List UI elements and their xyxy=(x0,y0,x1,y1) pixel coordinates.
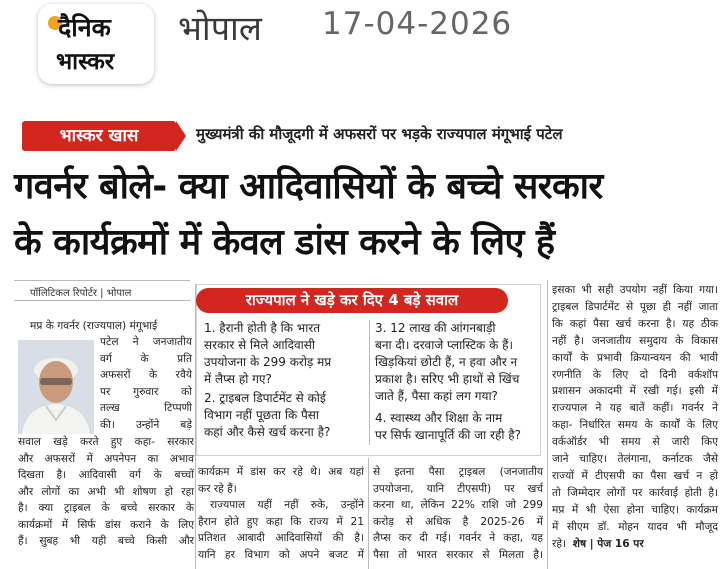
text-line: विभाग नहीं पूछता कि पैसा xyxy=(204,408,320,422)
question-4 xyxy=(375,410,541,444)
app-header xyxy=(0,0,724,100)
column-3-body xyxy=(373,464,543,563)
kicker-badge: भास्कर खास xyxy=(22,121,176,151)
question-1 xyxy=(204,320,366,388)
text-line: लैप्स कर दी गई। गवर्नर ने कहा, यह xyxy=(373,532,543,544)
text-line: रणनीति के लिए दो दिनी वर्कशॉप xyxy=(552,368,718,381)
column-1-wrap xyxy=(100,334,192,433)
text-line: वर्कऑर्डर भी समय से जारी किए xyxy=(552,436,718,449)
text-line: कर रहे हैं। xyxy=(198,482,237,495)
byline: पॉलिटिकल रिपोर्टर | भोपाल xyxy=(30,288,132,299)
text-line: कि कहां पैसा खर्च करना है। यह ठीक xyxy=(552,317,718,330)
dainik-bhaskar-logo[interactable] xyxy=(38,4,154,84)
text-line: सवाल खड़े करते हुए कहा- सरकार xyxy=(18,436,194,448)
questions-box-title: राज्यपाल ने खड़े कर दिए 4 बड़े सवाल xyxy=(196,288,508,313)
text-line: 1. हैरानी होती है कि भारत xyxy=(204,321,321,335)
byline-rule-bottom xyxy=(14,300,190,301)
text-line: दिखता है। आदिवासी वर्ग के बच्चों xyxy=(18,469,194,481)
text-line: हैं। सुबह भी यही बच्चे किसी और xyxy=(18,535,194,547)
text-line: ट्राइबल डिपार्टमेंट से पूछा ही नहीं जाता xyxy=(552,300,718,313)
text-line: पैसा तो भारत सरकार से मिलता है। xyxy=(373,548,543,561)
text-line: कार्यक्रमों में सिर्फ डांस कराने के लिए xyxy=(18,518,194,531)
text-line: अफसरों के रवैये xyxy=(100,369,192,381)
text-line: 4. स्वास्थ्य और शिक्षा के नाम xyxy=(375,411,503,425)
text-line: कहा- निर्धारित समय के कार्यों के लिए xyxy=(552,419,718,432)
question-3 xyxy=(375,320,541,405)
text-line: मप्र के गवर्नर (राज्यपाल) मंगूभाई xyxy=(30,320,158,332)
column-1-top xyxy=(30,318,194,335)
text-line: प्रकाश है। सरिए भी हाथों से खिंच xyxy=(375,372,520,386)
text-line: इसका भी सही उपयोग नहीं किया गया। xyxy=(552,284,718,296)
text-line: करोड़ से अधिक है 2025-26 में xyxy=(373,515,543,528)
text-line: तो जिम्मेदार लोगों पर कार्रवाई होती है। xyxy=(552,486,718,499)
text-line: खिड़कियां छोटी हैं, न हवा और न xyxy=(375,355,518,369)
text-line: कार्यक्रम में डांस कर रहे थे। अब यहां xyxy=(198,466,364,478)
column-divider xyxy=(547,280,548,569)
text-line: करना था, लेकिन 22% राशि जो 299 xyxy=(373,499,543,511)
text-line: राज्यपाल ने यह बातें कहीं। गवर्नर ने xyxy=(552,402,718,415)
text-line: में सीएम डॉ. मोहन यादव भी मौजूद xyxy=(552,520,718,533)
text-line: प्रतिशत आबादी आदिवासियों की है। xyxy=(198,532,364,544)
column-1-body xyxy=(18,434,194,550)
text-line: कार्यों के प्रभावी क्रियान्वयन की भावी xyxy=(552,351,718,364)
kicker-text: मुख्यमंत्री की मौजूदगी में अफसरों पर भड़के राज्यपाल मंगूभाई पटेल xyxy=(196,125,563,143)
text-line: तल्ख टिप्पणी xyxy=(100,402,192,414)
text-line: और अफसरों में अपनेपन का अभाव xyxy=(18,452,194,465)
text-line: यानि हर विभाग को अपने बजट में xyxy=(198,548,364,561)
text-line: हैरान होते हुए कहा कि राज्य में 21 xyxy=(198,515,364,528)
text-line: 3. 12 लाख की आंगनबाड़ी xyxy=(375,321,496,335)
text-line: 2. ट्राइबल डिपार्टमेंट से कोई xyxy=(204,391,326,405)
column-divider xyxy=(368,458,369,569)
logo-line-2: भास्कर xyxy=(56,49,115,75)
headline-line-1: गवर्नर बोले- क्या आदिवासियों के बच्चे सरकार xyxy=(14,166,603,207)
text-line: कहां और कैसे खर्च करना है? xyxy=(204,425,331,439)
column-divider xyxy=(195,284,196,569)
text-line: रहे। xyxy=(552,537,566,550)
text-line: पटेल ने जनजातीय xyxy=(100,336,192,348)
byline-rule xyxy=(14,280,190,281)
text-line: पर सिर्फ खानापूर्ति की जा रही है? xyxy=(375,428,522,442)
edition-city[interactable]: भोपाल xyxy=(178,9,262,49)
text-line: राज्यपाल यहीं नहीं रुके, उन्होंने xyxy=(210,499,364,511)
questions-divider xyxy=(369,320,370,445)
text-line: प्रशासन अकादमी में रखी गई। इसी में xyxy=(552,385,718,398)
text-line: जाने चाहिए। तेलंगाना, कर्नाटक जैसे xyxy=(552,453,718,466)
continued-on-page[interactable]: शेष | पेज 16 पर xyxy=(572,537,644,550)
text-line: उपयोजना, यानि टीएसपी) पर खर्च xyxy=(373,482,543,495)
text-line: और लोगों का अभी भी शोषण हो रहा xyxy=(18,485,194,498)
text-line: उपयोजना के 299 करोड़ मप्र xyxy=(204,355,332,369)
logo-line-1: दैनिक xyxy=(58,13,111,42)
text-line: सरकार से मिले आदिवासी xyxy=(204,338,315,352)
person-portrait-icon xyxy=(18,340,94,434)
text-line: जाते हैं, पैसा कहां लग गया? xyxy=(375,389,498,403)
text-line: से इतना पैसा ट्राइबल (जनजातीय xyxy=(373,466,543,478)
text-line: वर्ग के प्रति xyxy=(100,352,192,365)
edition-date[interactable]: 17-04-2026 xyxy=(322,6,513,42)
text-line: की। उन्होंने बड़े xyxy=(100,418,192,431)
text-line: नहीं है। जनजातीय समुदाय के विकास xyxy=(552,334,718,347)
question-2 xyxy=(204,390,366,441)
governor-photo xyxy=(18,340,94,434)
text-line: मप्र में भी ऐसा होना चाहिए। कार्यक्रम xyxy=(552,503,718,516)
text-line: बना दी। दरवाजे प्लास्टिक के हैं। xyxy=(375,338,514,352)
text-line: राज्यों में टीएसपी का पैसा खर्च न हो xyxy=(552,469,718,482)
headline-line-2: के कार्यक्रमों में केवल डांस करने के लिए हैं xyxy=(14,222,555,263)
column-2-body xyxy=(198,464,364,563)
text-line: है। क्या ट्राइबल के बच्चे सरकार के xyxy=(18,502,194,514)
text-line: पर गुरुवार को xyxy=(100,385,192,398)
column-4-body xyxy=(552,282,718,553)
text-line: में लैप्स हो गए? xyxy=(204,372,272,386)
text-line xyxy=(552,536,718,553)
